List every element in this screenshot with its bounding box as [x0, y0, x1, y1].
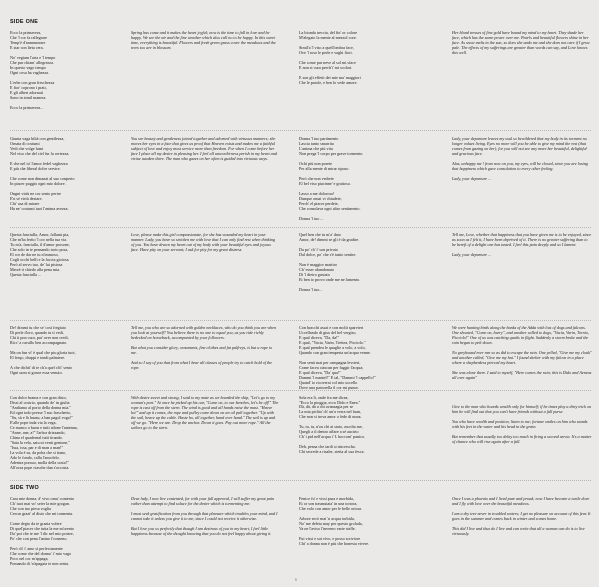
translation-song-7: Lady, your departure leaves my soul so bewildered that my body in its torment no longer values living. Eyes no more will you be able to give my mind the rest (that comes from gazing on her), for you will not see any more her beautiful, delightful and gracious face. Alas, unhappy me ! from now on you, my eyes, will be closed, since you are losing that happiness which gave consolation to every other feeling. Lady, your departure ...: [452, 136, 588, 182]
lyrics-italian-song-3: Questa fanciulla, Amor, fallami pia, Che m'ha ferito 'l cor nella tua via. Tu m'a, fanciulla, il d'amor prosone, Che solo in te pensando troto posa, El cor de dar ne tu n'immoso, Cogli occhi belli e la faccia gioiosa. Però al servo tuo, de' lai pistosa Merzè ti chiedo alla pena mia. Questa fanciulla ...: [10, 232, 70, 278]
translation-song-5: With desire sweet and strong, I said to my mate as we boarded the ship, "Let's go to my woman's port." At once he picked up his oar, "Come on, to our benches, let's be off!" The rope is cast off from the stern. The wind is good and all hands raise the mast. "Heave ho!" and up it comes, the rope and pulley come down on an oil pull together. "Up with the sail, heave up the cable. Haste ho, all together, hand over hand." The sail is up and off we go. "Here we are. Drop the anchor. Down it goes. Pay out more rope." All the sailors go to the stern.: [131, 395, 279, 431]
translation-song-1: Spring has come and it makes the heart joyful; now is the time to fall in love and be happy. We see the air and the fine weather which also call no to be happy. In this sweet time, everything is beautiful. Flowers and fresh green grass cover the meadows and the trees too are in blossom.: [131, 30, 276, 51]
lyrics-italian-song-1: Ecco la primavera, Che 'l cor fa rallegrare Temp'è d'annamorare E star con lieta cera. No' vegiam l'aria e 'l tempo Che pur chiam' allegrezza. In questo vago tempo Ogni cosa ha vaghezza. L'erbe con gran freschezza E fior' coprono i prati, E gli alberi adornati Sono in simil manera. Ecco la primavera...: [10, 30, 56, 111]
section-divider: [10, 390, 591, 391]
side-two-heading: SIDE TWO: [10, 485, 40, 491]
lyrics-italian-song-6: La bionda treccia, del fin' or colore M'alegato la mente al mezzol core. Simil'a 'l viso a quell'ombra face, Ove 'l roso le perle e vaghi fiori. Che come pur neve al sol mi sface E non si cura perch'i' mi scolori. E son gli effetti dei mie ma' maggiori Che le parole, e ben lo vede amore.: [299, 30, 361, 86]
page-number: 6: [295, 577, 297, 582]
lyrics-italian-side-two-2: Fenice fu' e vissi pura e morbida, Et or son trasmutata' in una tortora, Che volo con amor per le belle ortora. Arbore secò mai 'n acqua torbida, No' me deleta may per questo grolada, Va ne l'aviso l'inverno varie stelle. Fui vissi e sui vivo, e posso scriviore Chi' a donna non è più che honesta vivere.: [299, 496, 370, 547]
lyrics-italian-song-2: Giunta vaga biltà con gentilezza, Ornata di costumi Vedi che volge lumi Nel viso che del ciel fur la certezza. E che nel tu' l'amor fedel vaghezza E più che liberal dolce servire. Che come non dimanai al suo conperto In piacer poggio ogni mio dolore. Ongni virtù ne cor sento perire E'n sé virtù destare. Chi' usa di mirare Ha ne' costumi tuoi l'anima avezza.: [10, 136, 75, 212]
translation-song-8: Tell me, Love, whether that happiness that you have given me is to be enjoyed, since as soon as I felt it, I have been deprived of it. There is no greater suffering than to be bereft of a delight one has tasted. I feel this pain deeply and so I lament. Lady, your departure ...: [452, 232, 592, 258]
translation-song-3: Love, please make this girl compassionate, for she has wounded my heart in your manner. Lady, you have so stricken me with love that I can only find rest when thinking of you. You have drawn my heart out of my body with your beautiful eyes and joyous face. Have pity on your servant; I ask for pity for my great distress.: [131, 232, 276, 253]
lyrics-italian-song-9: Con bracchi assai e con molti sparvieri Uccellando di gius del bel vergiso, E qual diceva, "Da, da!" E qual, "Vacia, Varin, Trettea, Picciolo." E qual prendea le quaglie a volo, a volo, Quando con gran tempesta un'acqua venne. Non senti mai per campagna levrieri, Come facea ciascun per fuggir l'acqua; E qual diceva, "Da' qua!" Dammi 'l mantel!" E tal, "Dammi 'l cappello!" Quand' io ricoverai col mio uccello Dove una pastorella il cor mi punse. Sola era lì, onde fra me dicea, "Ecco la pioggia, ecco Dido e Enea.": [299, 325, 376, 406]
lyrics-italian-song-4: De! dimmi tu che se' così fregiato Di perle d'oro, quando tu ti vedi, Chi ti pon cuor, par' aver non credi, Ricc' a cavallo ben accompagnato. Ma on fun vi' è qual che piu gloria tuoi, El freqo, drappi e tondi palmiere. A che dichti' di te ch'a quel ch'i' sento Ogni uom si gonce essa venuto.: [10, 325, 76, 376]
translation-song-2: You see beauty and gentleness joined together and adorned with virtuous manners; she moves her eyes in a face that gives us proof that Heaven exists and makes me a faithful subject of love and enjoy most service more than freedom. For when I come before her face I place all my desire in pleasing her. I feel all unworthi-ness perish in my heart and virtue awaken there. The man who gazes on her often is guided into virtuous ways.: [131, 136, 277, 162]
section-divider: [10, 227, 591, 228]
lyrics-italian-song-8: Quel ben che tu m'a' dato Amor, de! dimmi se gli è da gradire. Da po' ch' i' son privato Dal dolce, po' che s'è tanto sentire. Non è maggior martiro Ch' esser abandonato Di 'l dietro gustato Et ben io provo onde me ne lamento. Donna 'l tuo...: [299, 232, 361, 293]
lyrics-italian-side-two-1: Cara mie donna, d' vivo omu' contenta Ch' tuoi mai vo' seier la mie grogan. Che con tuo piesa voglia Cercar grazi' al disio che mi tormenta. Come degio da te grazia volere Di quel'piacer che tutta la me m'orento Da' poi che te me 'l dà: nel mio potere, Po' che con pena l'anino l'conseno. Però ch' i' amo sì perfectamente Che come che del donno' i' mio vago Poco nel cor m'appaga, Pomando di 'n'apagata te non senta.: [10, 496, 75, 567]
lyrics-italian-song-10: Dà, dà, dà a chi avanzagia per se La mia pichia' ch' un'a verra nel fuan, Che non si trova amor o fede di nona. Tu, tu, tu, n'ou chi ai stato, ascolta me, Quegli a il dentro affare a sé aucirto Ch' i pid nell'acqua i' L bocconi' panico. Deh, pensa che tardi si rincrescha. Chi secrede a risaler, stetta al sua fesca.: [299, 404, 366, 455]
section-divider: [10, 480, 591, 481]
translation-side-two-1: Dear lady, I now live contented, for with your full approval, I will suffer my great pain rather than attempt to find solace for the desire which is tormenting me. I must seek gratification from you through that pleasure which troubles your mind, and I cannot take it unless you give it to me, since I could not receive it otherwise. But I love you so perfectly that though I am desirous of you in my heart, I feel little happiness because of the thought knowing that you do not feel happy about giving it.: [131, 496, 278, 537]
translation-song-10: Give to the man who hoards wealth only for himself; if he times play a dirty trick on him he will find out that you can't have friends without a full purse. You who have wealth and position, listen to me; fortune smiles on him who stands with his feet in the water and his head in the grain. But remember that usually too delay too much in firing a second arrow. It's a matter of chance who will rise again after a fall.: [452, 404, 592, 445]
lyrics-italian-song-7: Donna 'l tuo partimento Lascia tanto smarrita L'anima che più vita Non prega 'l corpo per grave tormento. Ochi più non porete Per alla mente di mirar riposo. Però che non vedrete El bel viso piacinne' e gratioso. Lasso a me doloroso! Dunque omai vi chiudete, Perch' el piacer perdete, Che consolava ogni altro sentimento. Donna 'l tuo ...: [299, 136, 364, 222]
translation-song-9: We were hunting birds along the banks of the Adda with lots of dogs and falcons. One shouted, "Come on, hurry", and another called to dogs, "Vacia, Varin, Tornio, Picciolo!" One of us was catching quails in flight. Suddenly a storm broke and the rain began to pelt down. No greyhound ever ran so as did to escape the rain. One yelled, "Give me my cloak" and another called, "Give me my hat." I found shelter with my falcon in a place where a shepherdess pierced my heart. She was alone there. I said to myself, "Here comes the rain; this is Dido and Aeneas all over again": [452, 325, 592, 381]
section-divider: [10, 320, 591, 321]
translation-song-6: Her blond tresses of fine gold have bound my mind to my heart. They shade her face, which has the same power over me. Pearls and beautiful flowers shine in her face. As snow melts in the sun, so does she undo me and she does not care if I grow pale. The effects of my sufferings are greater than words can say, and Love knows this well.: [452, 30, 590, 56]
side-one-heading: SIDE ONE: [10, 19, 39, 25]
translation-song-4: Tell me, you who are so adorned with golden necklaces, who do you think you are when you look at yourself? You believe there is no one to equal you, as you ride richly bedecked on horseback, accompanied by your followers. But what you consider glory, ornaments, fine clothes and fat palfreys, is but a rope to me. And so I say of you that from what I hear all classes of people try to catch hold of the rope.: [131, 325, 277, 371]
translation-side-two-2: Once I was a phoenix and I lived pure and proud; now I have become a turtle dove and I fly with love over the beautiful meadows. I am a dry tree never in troubled waters; I get no pleasure on account of this fear. It goes in the summer and comes back in winter and comes home. This did I live and thus do I live and can write that all a woman can do is to live virtuously.: [452, 496, 591, 537]
lyrics-italian-song-5: Con dolce brama e con gran disio, Dissi al costrio, quando de' in giulia "Andiamo al porto della donna mia." Ed ogni todo presse 'l suo fraschetto, "Su, sù e là hausu, a ban pagol voga!" E'alle pope inda via la vega, Ce manco o buon e tutti ailone l'antenna, "Anne, ane, a!" l'arbor drizzando, China el quadernal tutti iirando. "Saia la vela, saiu ni venti gentone," "Issa, issa, par e di man a man!" La vola è su, da poba che si tiano, Ado le fondo, calla l'ancolelo. Adentra porsuo, molla della sosta!" All'orza pope ciasche dun s'accosta.: [10, 395, 78, 471]
section-divider: [10, 130, 591, 131]
